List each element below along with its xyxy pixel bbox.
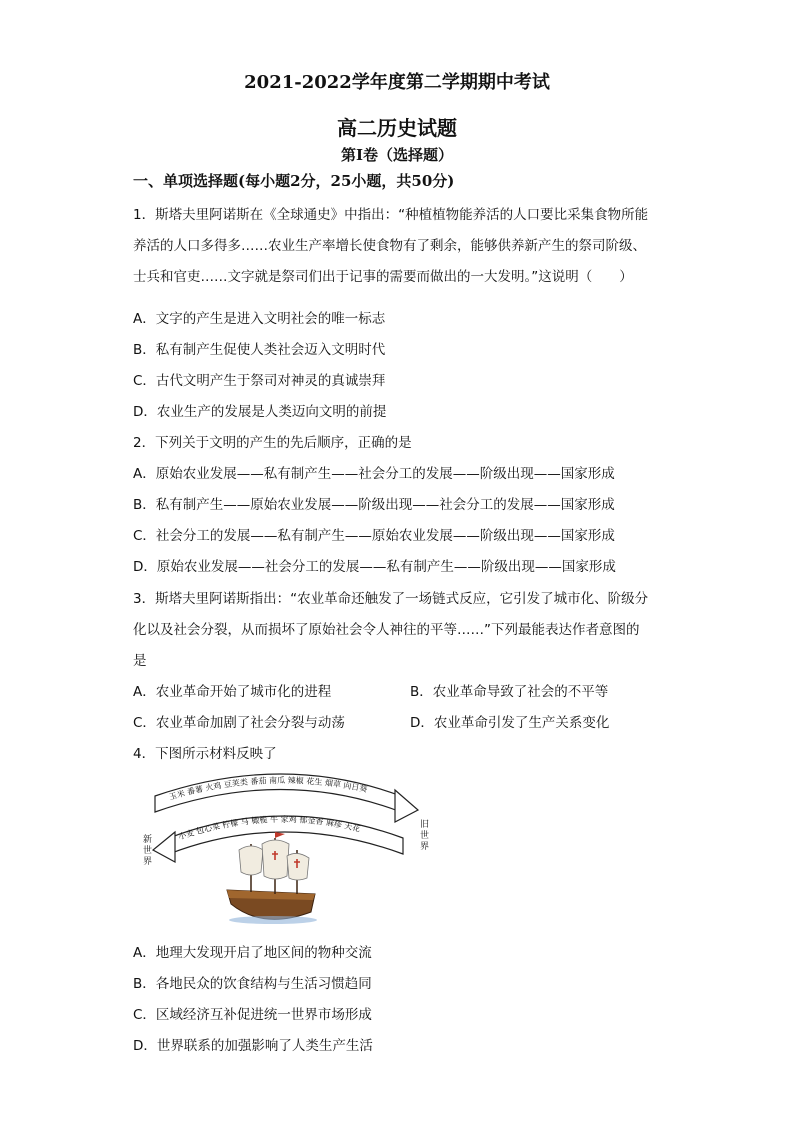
q4-option-b: B．各地民众的饮食结构与生活习惯趋同 <box>133 976 372 992</box>
q1-option-a: A．文字的产生是进入文明社会的唯一标志 <box>133 311 386 327</box>
q3-stem-line-2: 化以及社会分裂，从而损坏了原始社会令人神往的平等……”下列最能表达作者意图的 <box>133 622 640 638</box>
q3-option-b: B．农业革命导致了社会的不平等 <box>410 684 609 700</box>
q3-option-a: A．农业革命开始了城市化的进程 <box>133 684 332 700</box>
q1-stem-line-1: 1．斯塔夫里阿诺斯在《全球通史》中指出：“种植植物能养活的人口要比采集食物所能 <box>133 207 649 223</box>
q2-option-d: D．原始农业发展——社会分工的发展——私有制产生——阶级出现——国家形成 <box>133 559 616 575</box>
q3-option-c: C．农业革命加剧了社会分裂与动荡 <box>133 715 345 731</box>
q2-option-a: A．原始农业发展——私有制产生——社会分工的发展——阶级出现——国家形成 <box>133 466 615 482</box>
columbian-exchange-figure <box>133 772 433 932</box>
q1-option-d: D．农业生产的发展是人类迈向文明的前提 <box>133 404 387 420</box>
q3-stem-line-1: 3．斯塔夫里阿诺斯指出：“农业革命还触发了一场链式反应，它引发了城市化、阶级分 <box>133 591 649 607</box>
q4-stem: 4．下图所示材料反映了 <box>133 746 277 762</box>
subject-title: 高二历史试题 <box>337 116 457 140</box>
q1-option-c: C．古代文明产生于祭司对神灵的真诚崇拜 <box>133 373 386 389</box>
q4-option-a: A．地理大发现开启了地区间的物种交流 <box>133 945 372 961</box>
q1-option-b: B．私有制产生促使人类社会迈入文明时代 <box>133 342 386 358</box>
bottom-arrow-items: 小麦 包心菜 柠檬 马 橄榄 牛 家鸡 郁金香 麻疹 天花 <box>177 814 362 842</box>
q4-option-c: C．区域经济互补促进统一世界市场形成 <box>133 1007 372 1023</box>
new-world-label: 新世界 <box>143 835 153 867</box>
q3-stem-line-3: 是 <box>133 653 147 669</box>
q2-option-b: B．私有制产生——原始农业发展——阶级出现——社会分工的发展——国家形成 <box>133 497 615 513</box>
old-world-label: 旧世界 <box>420 820 430 852</box>
q2-option-c: C．社会分工的发展——私有制产生——原始农业发展——阶级出现——国家形成 <box>133 528 615 544</box>
exam-title: 2021-2022学年度第二学期期中考试 <box>244 72 550 93</box>
q2-stem: 2．下列关于文明的产生的先后顺序，正确的是 <box>133 435 412 451</box>
volume-title: 第Ⅰ卷（选择题） <box>340 146 454 164</box>
q1-stem-line-3: 士兵和官吏……文字就是祭司们出于记事的需要而做出的一大发明。”这说明（ ） <box>133 269 633 285</box>
q4-option-d: D．世界联系的加强影响了人类生产生活 <box>133 1038 373 1054</box>
top-arrow-items: 玉米 番薯 火鸡 豆荚类 番茄 南瓜 辣椒 花生 烟草 向日葵 <box>168 775 369 802</box>
section-title: 一、单项选择题(每小题2分，25小题，共50分) <box>133 172 455 190</box>
ship-illustration <box>227 832 317 924</box>
q1-stem-line-2: 养活的人口多得多……农业生产率增长使食物有了剩余，能够供养新产生的祭司阶级、 <box>133 238 646 254</box>
q3-option-d: D．农业革命引发了生产关系变化 <box>410 715 610 731</box>
